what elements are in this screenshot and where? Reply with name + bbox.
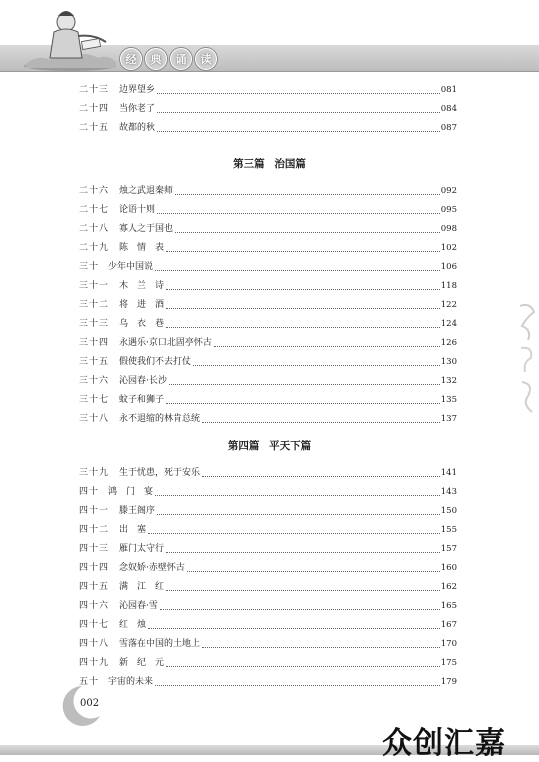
entry-title: 少年中国说	[108, 262, 154, 272]
entry-page: 179	[440, 677, 457, 687]
section-label: 第三篇	[233, 158, 265, 170]
dot-leader	[175, 231, 440, 233]
dot-leader	[202, 421, 440, 423]
dot-leader	[148, 627, 440, 629]
entry-number: 四十二	[79, 525, 110, 535]
entry-title: 边界望乡	[119, 85, 156, 95]
toc-entry	[79, 670, 457, 688]
page-header	[0, 0, 539, 78]
entry-title: 论语十则	[119, 205, 156, 215]
entry-page: 157	[440, 544, 457, 554]
dot-leader	[160, 608, 440, 610]
entry-title: 木 兰 诗	[119, 281, 165, 291]
toc-entry	[79, 594, 457, 612]
entry-number: 四十	[79, 487, 100, 497]
series-title-char: 典	[145, 48, 167, 70]
dot-leader	[202, 646, 440, 648]
series-title-char: 读	[195, 48, 217, 70]
entry-title: 红 烛	[119, 620, 147, 630]
dot-leader	[155, 494, 440, 496]
dot-leader	[214, 345, 440, 347]
entry-title: 沁园春·长沙	[119, 376, 167, 386]
entry-number: 四十四	[79, 563, 110, 573]
entry-number: 二十九	[79, 243, 110, 253]
dot-leader	[202, 475, 440, 477]
entry-title: 生于忧患，死于安乐	[119, 468, 201, 478]
entry-title: 念奴娇·赤壁怀古	[119, 563, 185, 573]
dot-leader	[157, 111, 440, 113]
entry-number: 三十七	[79, 395, 110, 405]
entry-page: 084	[440, 104, 457, 114]
entry-page: 162	[440, 582, 457, 592]
toc-entry	[79, 518, 457, 536]
toc-entry	[79, 312, 457, 330]
entry-title: 假使我们不去打仗	[119, 357, 192, 367]
entry-title: 将 进 酒	[119, 300, 165, 310]
series-title-char: 诵	[170, 48, 192, 70]
entry-title: 故都的秋	[119, 123, 156, 133]
toc-entry	[79, 255, 457, 273]
entry-page: 081	[440, 85, 457, 95]
entry-page: 122	[440, 300, 457, 310]
dot-leader	[157, 92, 440, 94]
entry-number: 四十七	[79, 620, 110, 630]
dot-leader	[155, 684, 440, 686]
entry-title: 当你老了	[119, 104, 156, 114]
dot-leader	[157, 513, 440, 515]
entry-title: 鸿 门 宴	[108, 487, 154, 497]
entry-title: 雪落在中国的土地上	[119, 639, 201, 649]
section-label: 第四篇	[227, 440, 260, 452]
entry-page: 175	[440, 658, 457, 668]
dot-leader	[166, 665, 440, 667]
dot-leader	[166, 326, 440, 328]
dot-leader	[166, 589, 440, 591]
dot-leader	[187, 570, 440, 572]
series-title-char: 经	[120, 48, 142, 70]
entry-page: 130	[440, 357, 457, 367]
entry-number: 三十二	[79, 300, 110, 310]
entry-page: 102	[440, 243, 457, 253]
entry-page: 095	[440, 205, 457, 215]
entry-number: 三十三	[79, 319, 110, 329]
toc-entry	[79, 461, 457, 479]
dot-leader	[166, 307, 440, 309]
entry-number: 二十六	[79, 186, 110, 196]
toc-entry	[79, 350, 457, 368]
toc-entry	[79, 293, 457, 311]
toc-entry	[79, 236, 457, 254]
entry-page: 165	[440, 601, 457, 611]
entry-title: 永遇乐·京口北固亭怀古	[119, 338, 212, 348]
entry-page: 118	[440, 281, 457, 291]
entry-page: 087	[440, 123, 457, 133]
entry-number: 三十	[79, 262, 100, 272]
toc-entry	[79, 556, 457, 574]
entry-number: 四十九	[79, 658, 110, 668]
entry-title: 陈 情 表	[119, 243, 165, 253]
entry-title: 出 塞	[119, 525, 147, 535]
dot-leader	[148, 532, 440, 534]
entry-title: 沁园春·雪	[119, 601, 158, 611]
toc-entry	[79, 537, 457, 555]
entry-page: 098	[440, 224, 457, 234]
entry-title: 满 江 红	[119, 582, 165, 592]
entry-number: 三十八	[79, 414, 110, 424]
toc-entry	[79, 388, 457, 406]
entry-number: 五十	[79, 677, 100, 687]
toc-entry	[79, 613, 457, 631]
entry-page: 141	[440, 468, 457, 478]
publisher-watermark: 众创汇嘉	[382, 726, 506, 761]
entry-page: 143	[440, 487, 457, 497]
entry-page: 160	[440, 563, 457, 573]
dot-leader	[157, 212, 440, 214]
dot-leader	[175, 193, 440, 195]
entry-page: 106	[440, 262, 457, 272]
entry-number: 三十一	[79, 281, 110, 291]
dot-leader	[166, 288, 440, 290]
entry-number: 二十八	[79, 224, 110, 234]
toc-entry	[79, 499, 457, 517]
dot-leader	[166, 551, 440, 553]
entry-page: 137	[440, 414, 457, 424]
entry-number: 二十五	[79, 123, 110, 133]
dot-leader	[169, 383, 440, 385]
toc-entry	[79, 116, 457, 134]
calligraphy-watermark	[516, 300, 538, 420]
toc-entry	[79, 407, 457, 425]
entry-number: 三十六	[79, 376, 110, 386]
entry-title: 烛之武退秦师	[119, 186, 174, 196]
entry-page: 170	[440, 639, 457, 649]
dot-leader	[166, 250, 440, 252]
section-heading	[0, 438, 539, 453]
toc-entry	[79, 331, 457, 349]
entry-number: 二十七	[79, 205, 110, 215]
entry-title: 宇宙的未来	[108, 677, 154, 687]
entry-page: 150	[440, 506, 457, 516]
entry-page: 167	[440, 620, 457, 630]
entry-number: 三十四	[79, 338, 110, 348]
toc-entry	[79, 179, 457, 197]
dot-leader	[155, 269, 440, 271]
toc-entry	[79, 651, 457, 669]
toc-entry	[79, 78, 457, 96]
entry-number: 四十三	[79, 544, 110, 554]
toc-entry	[79, 632, 457, 650]
entry-number: 三十五	[79, 357, 110, 367]
toc-entry	[79, 480, 457, 498]
entry-number: 二十三	[79, 85, 110, 95]
entry-title: 乌 衣 巷	[119, 319, 165, 329]
entry-title: 永不退缩的林肯总统	[119, 414, 201, 424]
entry-title: 寡人之于国也	[119, 224, 174, 234]
entry-title: 新 纪 元	[119, 658, 165, 668]
entry-title: 雁门太守行	[119, 544, 165, 554]
toc-entry	[79, 217, 457, 235]
entry-page: 092	[440, 186, 457, 196]
toc-entry	[79, 369, 457, 387]
dot-leader	[193, 364, 440, 366]
entry-number: 四十八	[79, 639, 110, 649]
toc-entry	[79, 575, 457, 593]
entry-number: 四十六	[79, 601, 110, 611]
entry-page: 135	[440, 395, 457, 405]
page-number: 002	[80, 698, 100, 709]
entry-number: 四十五	[79, 582, 110, 592]
series-title-badges	[120, 48, 217, 70]
entry-number: 四十一	[79, 506, 110, 516]
entry-title: 滕王阁序	[119, 506, 156, 516]
dot-leader	[157, 130, 440, 132]
entry-number: 三十九	[79, 468, 110, 478]
section-name: 治国篇	[274, 158, 306, 170]
toc-entry	[79, 97, 457, 115]
entry-page: 155	[440, 525, 457, 535]
dot-leader	[166, 402, 440, 404]
entry-page: 126	[440, 338, 457, 348]
section-heading	[0, 156, 539, 171]
entry-number: 二十四	[79, 104, 110, 114]
toc-entry	[79, 274, 457, 292]
section-name: 平天下篇	[269, 440, 312, 452]
reading-scholar-illustration	[20, 6, 120, 72]
entry-page: 132	[440, 376, 457, 386]
entry-page: 124	[440, 319, 457, 329]
toc-entry	[79, 198, 457, 216]
entry-title: 蚊子和狮子	[119, 395, 165, 405]
